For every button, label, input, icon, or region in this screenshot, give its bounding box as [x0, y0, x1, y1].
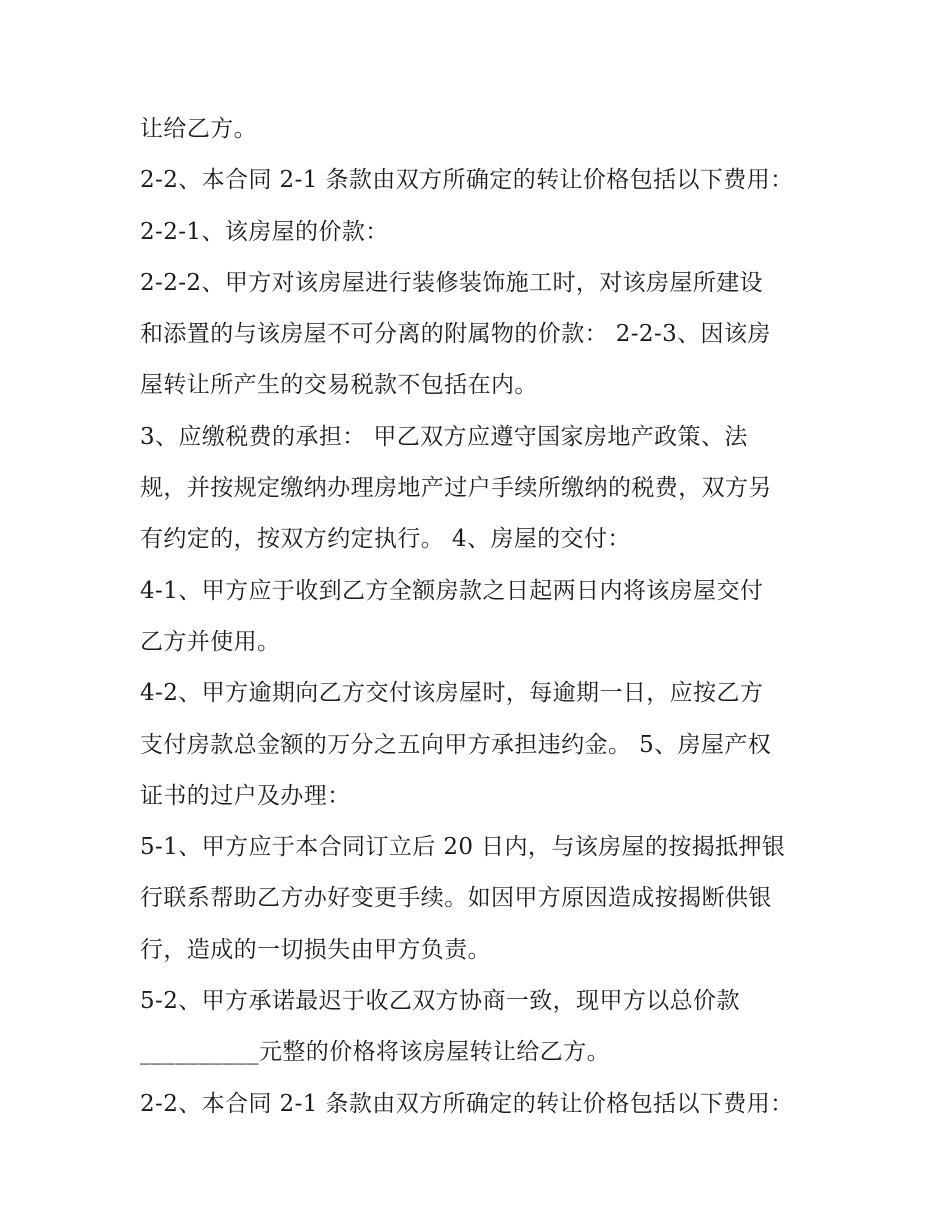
text-line: 3、应缴税费的承担： 甲乙双方应遵守国家房地产政策、法	[140, 423, 748, 450]
text-line: __________元整的价格将该房屋转让给乙方。	[140, 1039, 610, 1066]
text-line: 2-2-1、该房屋的价款：	[140, 218, 389, 245]
text-line: 让给乙方。	[140, 116, 257, 142]
text-line: 2-2、本合同 2-1 条款由双方所确定的转让价格包括以下费用：	[140, 1090, 794, 1117]
text-line: 5-2、甲方承诺最迟于收乙双方协商一致，现甲方以总价款	[140, 988, 740, 1015]
text-line: 证书的过户及办理：	[140, 782, 351, 809]
text-line: 4-1、甲方应于收到乙方全额房款之日起两日内将该房屋交付	[140, 577, 764, 604]
text-line: 2-2、本合同 2-1 条款由双方所确定的转让价格包括以下费用：	[140, 167, 794, 194]
text-line: 5-1、甲方应于本合同订立后 20 日内，与该房屋的按揭抵押银	[140, 834, 786, 861]
text-line: 2-2-2、甲方对该房屋进行装修装饰施工时，对该房屋所建设	[140, 269, 764, 296]
text-line: 乙方并使用。	[140, 628, 281, 655]
text-line: 和添置的与该房屋不可分离的附属物的价款： 2-2-3、因该房	[140, 321, 771, 348]
text-line: 行联系帮助乙方办好变更手续。如因甲方原因造成按揭断供银	[140, 885, 772, 912]
text-line: 行，造成的一切损失由甲方负责。	[140, 936, 491, 963]
text-line: 屋转让所产生的交易税款不包括在内。	[140, 372, 538, 399]
text-line: 4-2、甲方逾期向乙方交付该房屋时，每逾期一日，应按乙方	[140, 680, 764, 707]
text-line: 规，并按规定缴纳办理房地产过户手续所缴纳的税费，双方另	[140, 475, 772, 502]
contract-text-body	[140, 104, 830, 1130]
text-line: 有约定的，按双方约定执行。 4、房屋的交付：	[140, 526, 631, 553]
text-line: 支付房款总金额的万分之五向甲方承担违约金。 5、房屋产权	[140, 731, 772, 758]
